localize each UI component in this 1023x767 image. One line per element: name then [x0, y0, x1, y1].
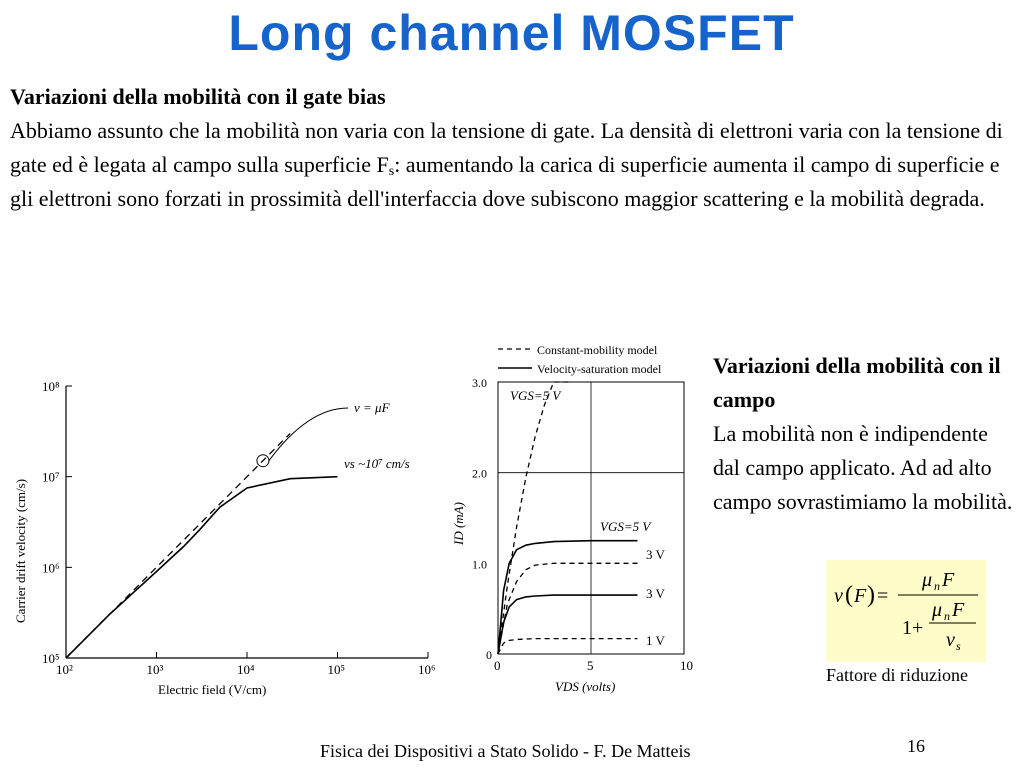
- side-paragraph: [713, 349, 1013, 519]
- chart1-ylabel: Carrier drift velocity (cm/s): [13, 478, 28, 623]
- chart1-x-tick-label: 10⁵: [327, 662, 346, 677]
- chart2-axes: [498, 382, 684, 654]
- chart1-axes: [66, 386, 428, 658]
- chart2-x-tick-label: 5: [587, 658, 594, 673]
- footer-text: Fisica dei Dispositivi a Stato Solido - F. De Matteis: [320, 741, 691, 761]
- chart2-xlabel: VDS (volts): [555, 679, 616, 694]
- chart1-y-tick-label: 10⁵: [42, 651, 60, 666]
- formula-caption: Fattore di riduzione: [826, 665, 968, 685]
- chart1-ticks: [42, 379, 436, 677]
- svg-text:v: v: [946, 629, 955, 651]
- svg-text:(: (: [845, 582, 853, 608]
- chart2-legend: [498, 343, 662, 376]
- svg-text:s: s: [956, 639, 961, 653]
- chart2-legend-label: Constant-mobility model: [537, 343, 658, 357]
- chart1-xlabel: Electric field (V/cm): [158, 682, 267, 697]
- chart1-x-tick-label: 10³: [146, 662, 164, 677]
- chart2-ticks: [472, 376, 693, 673]
- svg-text:μ: μ: [932, 599, 943, 621]
- chart2-series-line-1: [498, 563, 638, 654]
- svg-text:F: F: [952, 599, 965, 621]
- velocity-field-chart: [8, 338, 448, 700]
- intro-text-2: : aumentando la carica di superficie aumenta il campo di superficie e gli elettroni sono forzati in prossimità dell'interfaccia dove subiscono maggior scattering e la mobilità degrada.: [10, 152, 1000, 211]
- chart2-x-tick-label: 0: [494, 658, 501, 673]
- svg-text:n: n: [944, 609, 950, 623]
- svg-text:): ): [867, 582, 875, 608]
- chart2-annotation-3v-lower: 3 V: [646, 586, 665, 601]
- svg-text:v: v: [834, 585, 843, 607]
- id-vds-chart: [450, 330, 700, 698]
- chart2-y-tick-label: 1.0: [472, 557, 487, 572]
- chart2-series-line-4: [498, 595, 638, 654]
- velocity-formula-box: [826, 560, 986, 662]
- chart2-series: [498, 382, 638, 654]
- intro-text-1: Abbiamo assunto che la mobilità non varia con la tensione di gate. La densità di elettroni varia con la tensione di gate ed è legata al campo sulla superficie F: [10, 118, 1003, 177]
- chart2-annotation-1v: 1 V: [646, 633, 665, 648]
- side-text: La mobilità non è indipendente dal campo applicato. Ad ad alto campo sovrastimiamo la mobilità.: [713, 421, 1013, 514]
- chart1-annotation-mu-f: v = μF: [354, 400, 390, 415]
- svg-text:n: n: [934, 579, 940, 593]
- chart2-ylabel: ID (mA): [451, 502, 466, 545]
- svg-text:F: F: [942, 569, 955, 591]
- intro-paragraph: [10, 80, 1010, 216]
- chart2-y-tick-label: 0: [486, 648, 492, 662]
- chart1-annotations: [257, 400, 410, 471]
- chart1-series: [66, 433, 338, 658]
- chart1-series-line-1: [66, 477, 338, 658]
- intro-heading: Variazioni della mobilità con il gate bias: [10, 84, 386, 109]
- chart1-y-tick-label: 10⁶: [42, 560, 60, 576]
- svg-text:=: =: [877, 585, 889, 607]
- chart1-annotation-vs: vs ~10⁷ cm/s: [344, 456, 410, 471]
- chart2-annotation-vgs-mid: VGS=5 V: [600, 519, 651, 534]
- chart2-y-tick-label: 2.0: [472, 466, 487, 481]
- chart2-annotation-3v-upper: 3 V: [646, 547, 665, 562]
- svg-text:F: F: [854, 585, 867, 607]
- chart2-series-line-2: [498, 639, 638, 654]
- svg-text:μ: μ: [922, 569, 933, 591]
- chart2-series-line-3: [498, 541, 638, 654]
- chart1-y-tick-label: 10⁷: [42, 469, 60, 485]
- slide-title: Long channel MOSFET: [228, 5, 795, 61]
- chart2-y-tick-label: 3.0: [472, 376, 487, 390]
- chart2-legend-label: Velocity-saturation model: [537, 362, 662, 376]
- chart1-leader-line: [269, 408, 348, 461]
- chart2-series-line-0: [498, 382, 572, 654]
- chart2-x-tick-label: 10: [680, 658, 693, 673]
- chart1-y-tick-label: 10⁸: [42, 379, 60, 394]
- side-heading: Variazioni della mobilità con il campo: [713, 353, 1001, 412]
- chart2-annotation-vgs-top: VGS=5 V: [510, 388, 561, 403]
- intro-subscript: s: [388, 164, 395, 179]
- chart2-annotations: [510, 388, 666, 648]
- svg-text:1+: 1+: [902, 617, 924, 639]
- page-number: 16: [907, 736, 925, 756]
- chart1-x-tick-label: 10⁶: [418, 662, 436, 677]
- velocity-formula: [826, 560, 986, 662]
- chart1-x-tick-label: 10²: [56, 662, 73, 677]
- chart1-x-tick-label: 10⁴: [237, 662, 255, 677]
